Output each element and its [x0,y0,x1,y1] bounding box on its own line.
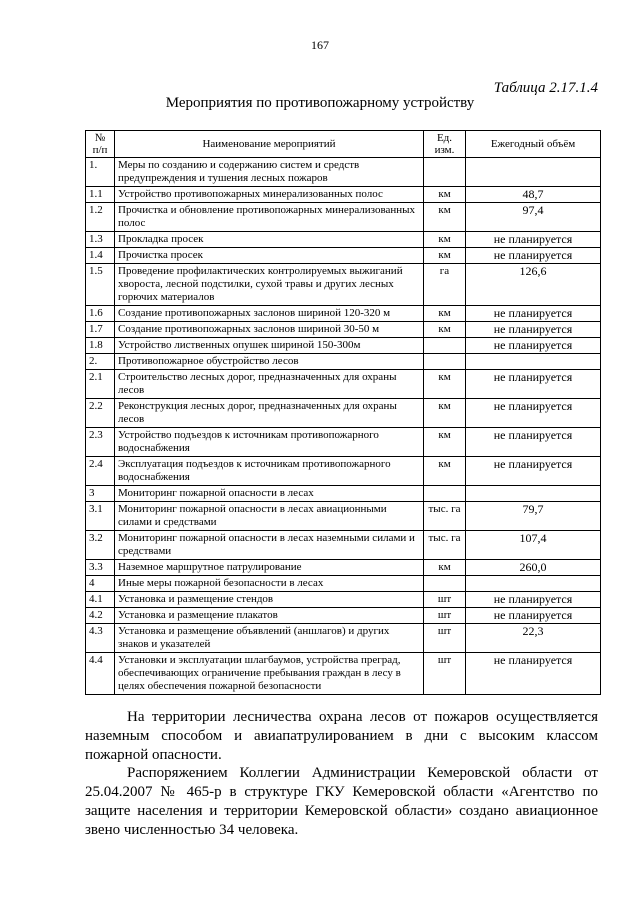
row-volume: не планируется [466,653,601,695]
row-name: Мониторинг пожарной опасности в лесах [115,486,424,502]
row-name: Прокладка просек [115,232,424,248]
row-num: 3.2 [86,531,115,560]
table-row [86,399,601,428]
table-row [86,608,601,624]
row-unit: км [424,187,466,203]
row-volume: 97,4 [466,203,601,232]
row-name: Меры по созданию и содержанию систем и средств предупреждения и тушения лесных пожаров [115,158,424,187]
row-volume: 79,7 [466,502,601,531]
row-unit: км [424,370,466,399]
row-volume [466,576,601,592]
row-unit: км [424,203,466,232]
table-row [86,203,601,232]
row-name: Установка и размещение объявлений (аншлагов) и других знаков и указателей [115,624,424,653]
row-volume: не планируется [466,457,601,486]
row-num: 1.2 [86,203,115,232]
row-num: 3.1 [86,502,115,531]
table-row [86,653,601,695]
row-num: 1.6 [86,306,115,322]
row-unit: шт [424,653,466,695]
table-row [86,187,601,203]
row-name: Устройство противопожарных минерализованных полос [115,187,424,203]
table-header-row [86,131,601,158]
row-name: Прочистка просек [115,248,424,264]
row-unit: км [424,232,466,248]
row-num: 4.1 [86,592,115,608]
row-name: Мониторинг пожарной опасности в лесах авиационными силами и средствами [115,502,424,531]
table-row [86,248,601,264]
table-row [86,264,601,306]
row-unit: км [424,428,466,457]
table-row [86,428,601,457]
row-num: 1.7 [86,322,115,338]
row-num: 2.1 [86,370,115,399]
row-volume: не планируется [466,322,601,338]
row-unit: км [424,399,466,428]
row-unit [424,338,466,354]
row-num: 1.5 [86,264,115,306]
row-unit: км [424,322,466,338]
row-unit [424,158,466,187]
header-num: № п/п [86,131,115,158]
table-body [86,158,601,695]
paragraph-protection-methods: На территории лесничества охрана лесов от пожаров осуществляется наземным способом и авиапатрулированием в дни с высоким классом пожарной опасности. [85,709,598,763]
row-volume: 48,7 [466,187,601,203]
row-num: 4.4 [86,653,115,695]
row-name: Создание противопожарных заслонов шириной 30-50 м [115,322,424,338]
row-volume: не планируется [466,608,601,624]
table-row [86,306,601,322]
row-num: 2. [86,354,115,370]
row-unit [424,576,466,592]
table-row [86,531,601,560]
table-row [86,502,601,531]
row-name: Устройство подъездов к источникам противопожарного водоснабжения [115,428,424,457]
row-num: 3 [86,486,115,502]
table-row [86,592,601,608]
row-volume: не планируется [466,370,601,399]
row-name: Создание противопожарных заслонов шириной 120-320 м [115,306,424,322]
row-volume: не планируется [466,428,601,457]
row-volume: не планируется [466,306,601,322]
row-unit [424,486,466,502]
row-volume: не планируется [466,248,601,264]
row-unit: км [424,457,466,486]
row-unit: шт [424,624,466,653]
table-row [86,232,601,248]
row-num: 4.2 [86,608,115,624]
row-name: Строительство лесных дорог, предназначенных для охраны лесов [115,370,424,399]
row-name: Эксплуатация подъездов к источникам противопожарного водоснабжения [115,457,424,486]
table-row [86,560,601,576]
table-row [86,457,601,486]
row-num: 1.1 [86,187,115,203]
table-row [86,354,601,370]
row-num: 1.3 [86,232,115,248]
row-num: 1. [86,158,115,187]
row-unit: га [424,264,466,306]
table-row [86,624,601,653]
row-num: 1.8 [86,338,115,354]
header-name: Наименование мероприятий [115,131,424,158]
row-name: Мониторинг пожарной опасности в лесах наземными силами и средствами [115,531,424,560]
row-volume: не планируется [466,592,601,608]
table-label: Таблица 2.17.1.4 [493,80,598,96]
measures-table [85,130,601,695]
row-num: 2.3 [86,428,115,457]
table-row [86,322,601,338]
row-name: Устройство лиственных опушек шириной 150-300м [115,338,424,354]
row-unit: шт [424,592,466,608]
row-name: Проведение профилактических контролируемых выжиганий хвороста, лесной подстилки, сухой травы и других лесных горючих материалов [115,264,424,306]
row-num: 4 [86,576,115,592]
row-num: 3.3 [86,560,115,576]
row-name: Установка и размещение плакатов [115,608,424,624]
row-volume: не планируется [466,399,601,428]
table-title: Мероприятия по противопожарному устройству [165,95,475,111]
row-num: 4.3 [86,624,115,653]
page-number: 167 [311,38,329,52]
table-row [86,370,601,399]
row-volume: 260,0 [466,560,601,576]
header-volume: Ежегодный объём [466,131,601,158]
row-volume: 126,6 [466,264,601,306]
row-unit [424,354,466,370]
row-name: Установки и эксплуатации шлагбаумов, устройства преград, обеспечивающих ограничение пребывания граждан в лесу в целях обеспечения пожарной безопасности [115,653,424,695]
row-name: Прочистка и обновление противопожарных минерализованных полос [115,203,424,232]
row-name: Наземное маршрутное патрулирование [115,560,424,576]
row-unit: км [424,306,466,322]
row-num: 2.2 [86,399,115,428]
row-volume: не планируется [466,338,601,354]
row-unit: км [424,248,466,264]
row-volume: 22,3 [466,624,601,653]
table-row [86,338,601,354]
row-name: Противопожарное обустройство лесов [115,354,424,370]
row-volume [466,486,601,502]
row-unit: тыс. га [424,531,466,560]
table-row [86,576,601,592]
row-volume: 107,4 [466,531,601,560]
paragraph-aviation-unit: Распоряжением Коллегии Администрации Кемеровской области от 25.04.2007 № 465-р в структуре ГКУ Кемеровской области «Агентство по защите населения и территории Кемеровской области» создано авиационное звено численностью 34 человека. [85,765,598,838]
header-unit: Ед. изм. [424,131,466,158]
row-volume: не планируется [466,232,601,248]
row-unit: шт [424,608,466,624]
row-num: 1.4 [86,248,115,264]
row-volume [466,354,601,370]
row-name: Установка и размещение стендов [115,592,424,608]
table-row [86,158,601,187]
row-name: Иные меры пожарной безопасности в лесах [115,576,424,592]
row-unit: км [424,560,466,576]
row-name: Реконструкция лесных дорог, предназначенных для охраны лесов [115,399,424,428]
row-num: 2.4 [86,457,115,486]
row-unit: тыс. га [424,502,466,531]
row-volume [466,158,601,187]
table-row [86,486,601,502]
